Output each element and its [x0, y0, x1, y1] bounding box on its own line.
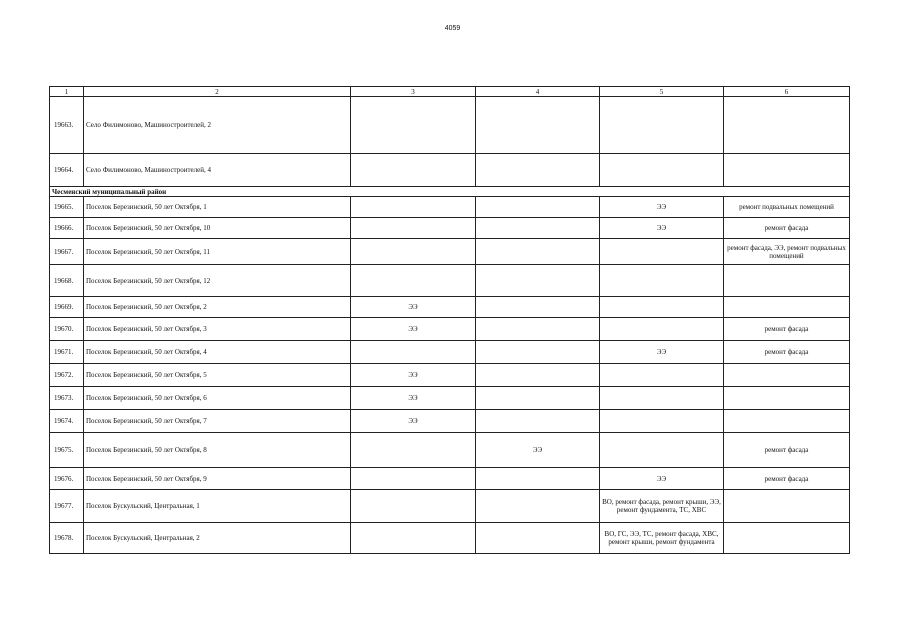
- row-col3: ЭЭ: [351, 318, 476, 341]
- row-col3: [351, 523, 476, 554]
- row-col4: [476, 265, 600, 297]
- row-col3: [351, 239, 476, 265]
- row-number: 19672.: [50, 364, 84, 387]
- row-address: Поселок Березинский, 50 лет Октября, 2: [84, 297, 351, 318]
- row-col6: [724, 523, 850, 554]
- row-address: Поселок Березинский, 50 лет Октября, 9: [84, 468, 351, 490]
- row-number: 19670.: [50, 318, 84, 341]
- row-col5: [600, 387, 724, 410]
- row-col4: [476, 523, 600, 554]
- table-body: [50, 87, 850, 554]
- row-address: Поселок Березинский, 50 лет Октября, 5: [84, 364, 351, 387]
- table-row: [50, 265, 850, 297]
- row-number: 19675.: [50, 433, 84, 468]
- header-row: [50, 87, 850, 97]
- row-col4: [476, 239, 600, 265]
- row-address: Поселок Березинский, 50 лет Октября, 8: [84, 433, 351, 468]
- table-row: [50, 490, 850, 523]
- row-col3: [351, 433, 476, 468]
- row-col5: ЭЭ: [600, 468, 724, 490]
- row-col5: [600, 410, 724, 433]
- table-row: [50, 433, 850, 468]
- row-number: 19668.: [50, 265, 84, 297]
- row-col3: ЭЭ: [351, 297, 476, 318]
- row-address: Поселок Березинский, 50 лет Октября, 1: [84, 197, 351, 218]
- row-address: Поселок Березинский, 50 лет Октября, 10: [84, 218, 351, 239]
- row-col6: ремонт фасада: [724, 341, 850, 364]
- row-number: 19673.: [50, 387, 84, 410]
- row-col5: ЭЭ: [600, 218, 724, 239]
- row-col5: ЭЭ: [600, 341, 724, 364]
- row-col6: [724, 154, 850, 187]
- row-col6: ремонт фасада: [724, 468, 850, 490]
- row-col5: [600, 297, 724, 318]
- table-row: [50, 318, 850, 341]
- row-number: 19676.: [50, 468, 84, 490]
- row-number: 19663.: [50, 97, 84, 154]
- column-header-2: 2: [84, 87, 351, 97]
- column-header-4: 4: [476, 87, 600, 97]
- row-col4: ЭЭ: [476, 433, 600, 468]
- row-address: Поселок Березинский, 50 лет Октября, 6: [84, 387, 351, 410]
- row-col4: [476, 410, 600, 433]
- row-number: 19674.: [50, 410, 84, 433]
- column-header-3: 3: [351, 87, 476, 97]
- table-row: [50, 154, 850, 187]
- row-col6: [724, 297, 850, 318]
- row-address: Поселок Бускульский, Центральная, 1: [84, 490, 351, 523]
- row-col4: [476, 97, 600, 154]
- row-col4: [476, 387, 600, 410]
- row-number: 19677.: [50, 490, 84, 523]
- row-address: Поселок Бускульский, Центральная, 2: [84, 523, 351, 554]
- row-col5: [600, 364, 724, 387]
- row-number: 19678.: [50, 523, 84, 554]
- row-address: Поселок Березинский, 50 лет Октября, 12: [84, 265, 351, 297]
- row-col4: [476, 154, 600, 187]
- column-header-6: 6: [724, 87, 850, 97]
- column-header-1: 1: [50, 87, 84, 97]
- row-number: 19669.: [50, 297, 84, 318]
- table-row: [50, 97, 850, 154]
- row-col4: [476, 364, 600, 387]
- row-col6: [724, 490, 850, 523]
- row-col4: [476, 197, 600, 218]
- table-row: [50, 341, 850, 364]
- row-col5: [600, 154, 724, 187]
- row-address: Село Филимоново, Машиностроителей, 4: [84, 154, 351, 187]
- row-col4: [476, 318, 600, 341]
- table-row: [50, 297, 850, 318]
- row-col3: [351, 218, 476, 239]
- table-row: [50, 218, 850, 239]
- row-address: Поселок Березинский, 50 лет Октября, 11: [84, 239, 351, 265]
- row-number: 19664.: [50, 154, 84, 187]
- row-col3: ЭЭ: [351, 364, 476, 387]
- table-row: [50, 468, 850, 490]
- row-col5: [600, 433, 724, 468]
- row-address: Поселок Березинский, 50 лет Октября, 4: [84, 341, 351, 364]
- row-col3: [351, 97, 476, 154]
- column-header-5: 5: [600, 87, 724, 97]
- row-number: 19671.: [50, 341, 84, 364]
- row-col3: ЭЭ: [351, 410, 476, 433]
- row-col3: [351, 341, 476, 364]
- row-number: 19666.: [50, 218, 84, 239]
- page-number: 4059: [444, 25, 461, 32]
- row-col3: [351, 197, 476, 218]
- row-address: Поселок Березинский, 50 лет Октября, 3: [84, 318, 351, 341]
- row-col5: ВО, ремонт фасада, ремонт крыши, ЭЭ, ремонт фундамента, ТС, ХВС: [600, 490, 724, 523]
- row-col6: [724, 364, 850, 387]
- section-title: Чесменский муниципальный район: [50, 187, 850, 197]
- row-col6: [724, 97, 850, 154]
- row-col5: [600, 239, 724, 265]
- table-row: [50, 239, 850, 265]
- row-col4: [476, 297, 600, 318]
- row-col6: ремонт фасада, ЭЭ, ремонт подвальных помещений: [724, 239, 850, 265]
- row-col4: [476, 218, 600, 239]
- row-col3: [351, 154, 476, 187]
- row-col5: [600, 97, 724, 154]
- row-col5: ЭЭ: [600, 197, 724, 218]
- row-col3: [351, 265, 476, 297]
- row-col6: ремонт подвальных помещений: [724, 197, 850, 218]
- row-col4: [476, 490, 600, 523]
- row-col6: ремонт фасада: [724, 433, 850, 468]
- row-col6: ремонт фасада: [724, 318, 850, 341]
- row-number: 19665.: [50, 197, 84, 218]
- row-col6: [724, 387, 850, 410]
- row-col4: [476, 341, 600, 364]
- row-col3: [351, 490, 476, 523]
- table-row: [50, 364, 850, 387]
- table-row: [50, 197, 850, 218]
- table-row: [50, 387, 850, 410]
- row-col6: [724, 265, 850, 297]
- table-row: [50, 410, 850, 433]
- row-address: Село Филимоново, Машиностроителей, 2: [84, 97, 351, 154]
- row-col6: ремонт фасада: [724, 218, 850, 239]
- row-col6: [724, 410, 850, 433]
- row-col3: [351, 468, 476, 490]
- section-row: [50, 187, 850, 197]
- data-table: [49, 86, 850, 554]
- row-col5: [600, 318, 724, 341]
- row-col5: [600, 265, 724, 297]
- row-col5: ВО, ГС, ЭЭ, ТС, ремонт фасада, ХВС, ремонт крыши, ремонт фундамента: [600, 523, 724, 554]
- row-col3: ЭЭ: [351, 387, 476, 410]
- row-col4: [476, 468, 600, 490]
- row-address: Поселок Березинский, 50 лет Октября, 7: [84, 410, 351, 433]
- table-row: [50, 523, 850, 554]
- row-number: 19667.: [50, 239, 84, 265]
